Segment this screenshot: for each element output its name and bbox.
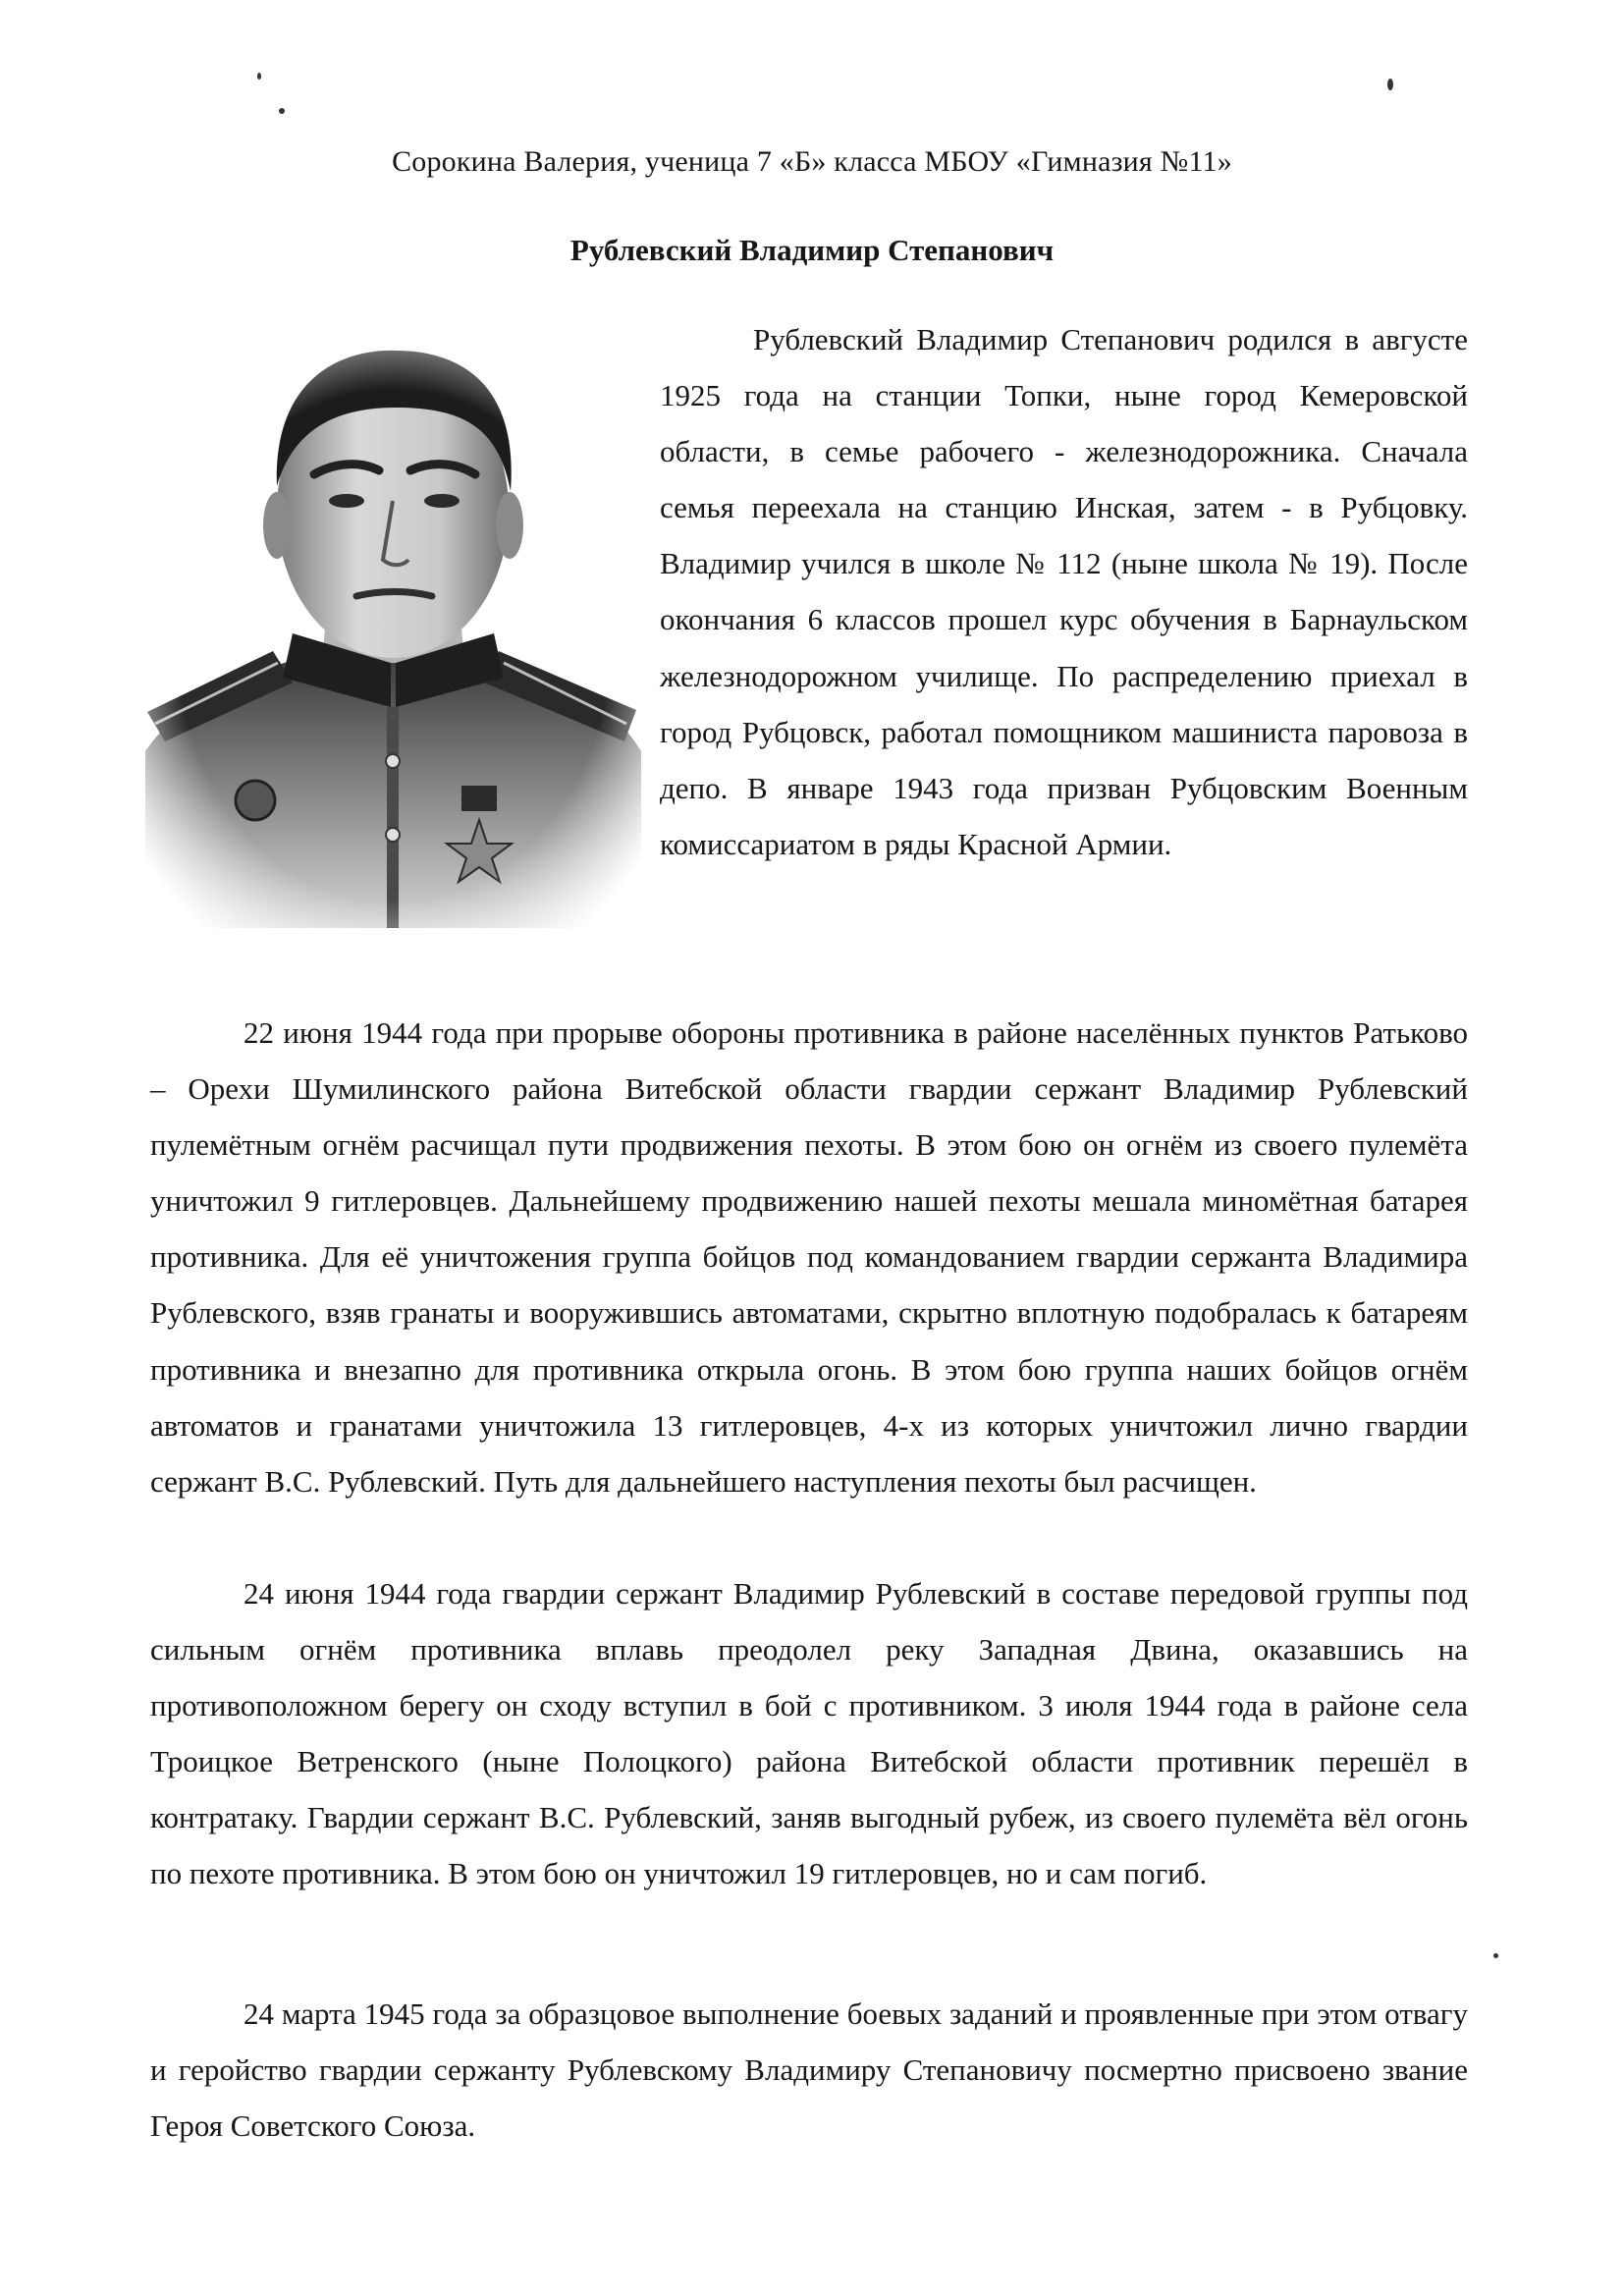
paragraph-battle-june-24: 24 июня 1944 года гвардии сержант Владимир Рублевский в составе передовой группы под сильным огнём противника вплавь преодолел реку Западная Двина, оказавшись на противоположном берегу он сходу вступил в бой с противником. 3 июля 1944 года в районе села Троицкое Ветренского (ныне Полоцкого) района Витебской области противник перешёл в контратаку. Гвардии сержант В.С. Рублевский, заняв выгодный рубеж, из своего пулемёта вёл огонь по пехоте противника. В этом бою он уничтожил 19 гитлеровцев, но и сам погиб. [150,1576,1468,1891]
paragraph-hero-award: 24 марта 1945 года за образцовое выполнение боевых заданий и проявленные при этом отвагу и геройство гвардии сержанту Рублевскому Владимиру Степановичу посмертно присвоено звание Героя Советского Союза. [150,1996,1468,2144]
scan-speck [257,73,261,80]
paragraph-battle-june-22: 22 июня 1944 года при прорыве обороны противника в районе населённых пунктов Ратьково – Орехи Шумилинского района Витебской области гвардии сержант Владимир Рублевский пулемётным огнём расчищал пути продвижения пехоты. В этом бою он огнём из своего пулемёта уничтожил 9 гитлеровцев. Дальнейшему продвижению нашей пехоты мешала миномётная батарея противника. Для её уничтожения группа бойцов под командованием гвардии сержанта Владимира Рублевского, взяв гранаты и вооружившись автоматами, скрытно вплотную подобралась к батареям противника и внезапно для противника открыла огонь. В этом бою группа наших бойцов огнём автоматов и гранатами уничтожила 13 гитлеровцев, 4-х из которых уничтожил лично гвардии сержант В.С. Рублевский. Путь для дальнейшего наступления пехоты был расчищен. [150,1015,1468,1499]
author-line: Сорокина Валерия, ученица 7 «Б» класса МБОУ «Гимназия №11» [392,145,1232,178]
scan-speck [1387,79,1393,90]
intro-paragraph: Рублевский Владимир Степанович родился в августе 1925 года на станции Топки, ныне город Кемеровской области, в семье рабочего - железнодорожника. Сначала семья переехала на станцию Инская, затем - в Рубцовку. Владимир учился в школе № 112 (ныне школа № 19). После окончания 6 классов прошел курс обучения в Барнаульском железнодорожном училище. По распределению приехал в город Рубцовск, работал помощником машиниста паровоза в депо. В январе 1943 года призван Рубцовским Военным комиссариатом в ряды Красной Армии. [660,322,1468,861]
document-title: Рублевский Владимир Степанович [569,233,1055,267]
scan-speck [279,108,285,114]
portrait-photo [145,339,641,928]
scan-speck [1493,1953,1498,1958]
